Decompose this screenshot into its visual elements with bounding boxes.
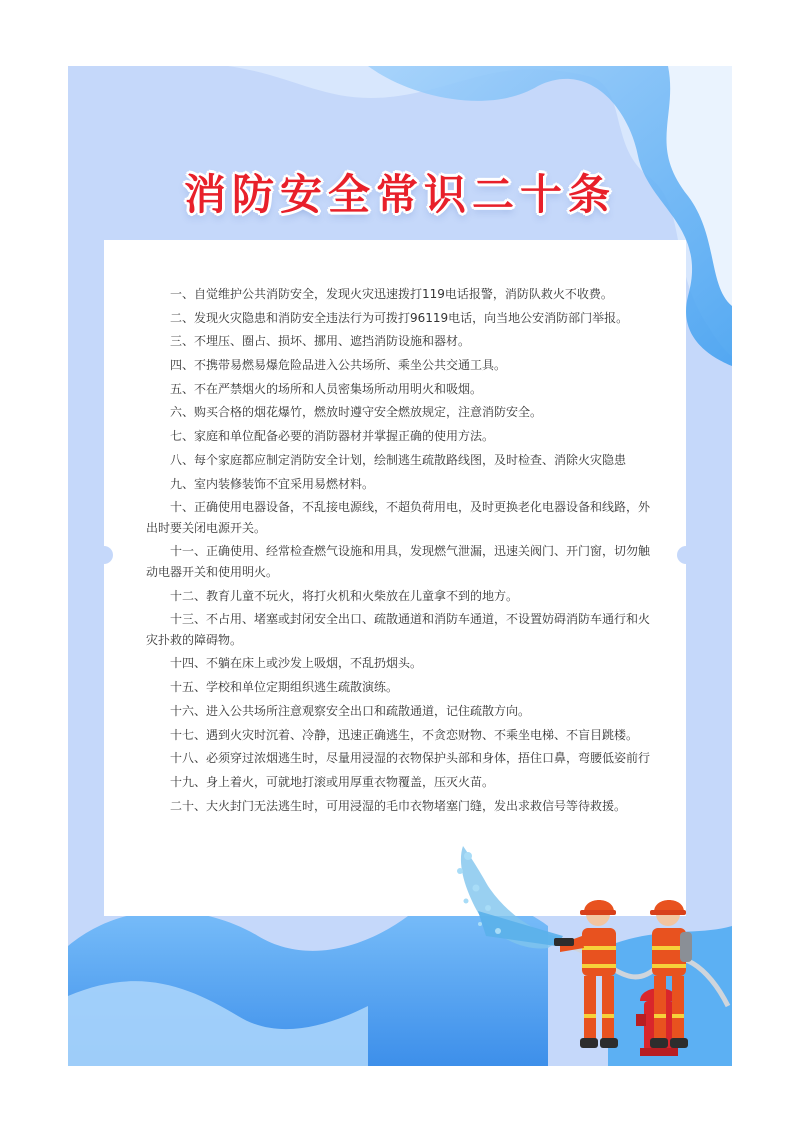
- rule-item: 十六、进入公共场所注意观察安全出口和疏散通道，记住疏散方向。: [170, 703, 531, 718]
- firefighters-illustration: [68, 66, 732, 1066]
- rule-item: 八、每个家庭都应制定消防安全计划，绘制逃生疏散路线图，及时检查、消除火灾隐患: [170, 452, 627, 467]
- rule-item: 一、自觉维护公共消防安全，发现火灾迅速拨打119电话报警，消防队救火不收费。: [170, 287, 613, 301]
- rule-item: 十五、学校和单位定期组织逃生疏散演练。: [170, 680, 399, 695]
- rule-item: 四、不携带易燃易爆危险品进入公共场所、乘坐公共交通工具。: [170, 358, 507, 373]
- rule-item: 十、正确使用电器设备，不乱接电源线，不超负荷用电，及时更换老化电器设备和线路，外出时要关闭电源开关。: [146, 500, 651, 535]
- rule-item: 十八、必须穿过浓烟逃生时，尽量用浸湿的衣物保护头部和身体，捂住口鼻，弯腰低姿前行: [170, 751, 651, 766]
- rule-item: 十三、不占用、堵塞或封闭安全出口、疏散通道和消防车通道，不设置妨碍消防车通行和火灾扑救的障碍物。: [146, 612, 651, 647]
- rule-item: 十四、不躺在床上或沙发上吸烟，不乱扔烟头。: [170, 656, 423, 671]
- rule-item: 十七、遇到火灾时沉着、冷静，迅速正确逃生，不贪恋财物、不乘坐电梯、不盲目跳楼。: [170, 727, 639, 742]
- rule-item: 十二、教育儿童不玩火，将打火机和火柴放在儿童拿不到的地方。: [170, 588, 519, 603]
- poster-title: 消防安全常识二十条: [183, 170, 616, 219]
- rule-item: 二、发现火灾隐患和消防安全违法行为可拨打96119电话，向当地公安消防部门举报。: [170, 310, 629, 325]
- rule-item: 二十、大火封门无法逃生时，可用浸湿的毛巾衣物堵塞门缝，发出求救信号等待救援。: [170, 798, 627, 813]
- rule-item: 十一、正确使用、经常检查燃气设施和用具，发现燃气泄漏，迅速关阀门、开门窗，切勿触动电器开关和使用明火。: [146, 544, 651, 579]
- rule-item: 五、不在严禁烟火的场所和人员密集场所动用明火和吸烟。: [170, 381, 483, 396]
- fire-safety-poster: [68, 66, 732, 1066]
- rule-item: 七、家庭和单位配备必要的消防器材并掌握正确的使用方法。: [170, 429, 495, 444]
- firefighter-icon: [554, 900, 618, 1048]
- water-jet-icon: [457, 846, 563, 949]
- rule-item: 十九、身上着火，可就地打滚或用厚重衣物覆盖，压灭火苗。: [170, 774, 495, 789]
- rule-item: 九、室内装修装饰不宜采用易燃材料。: [170, 476, 375, 491]
- rule-item: 六、购买合格的烟花爆竹，燃放时遵守安全燃放规定，注意消防安全。: [170, 405, 543, 420]
- rule-item: 三、不埋压、圈占、损坏、挪用、遮挡消防设施和器材。: [170, 334, 471, 349]
